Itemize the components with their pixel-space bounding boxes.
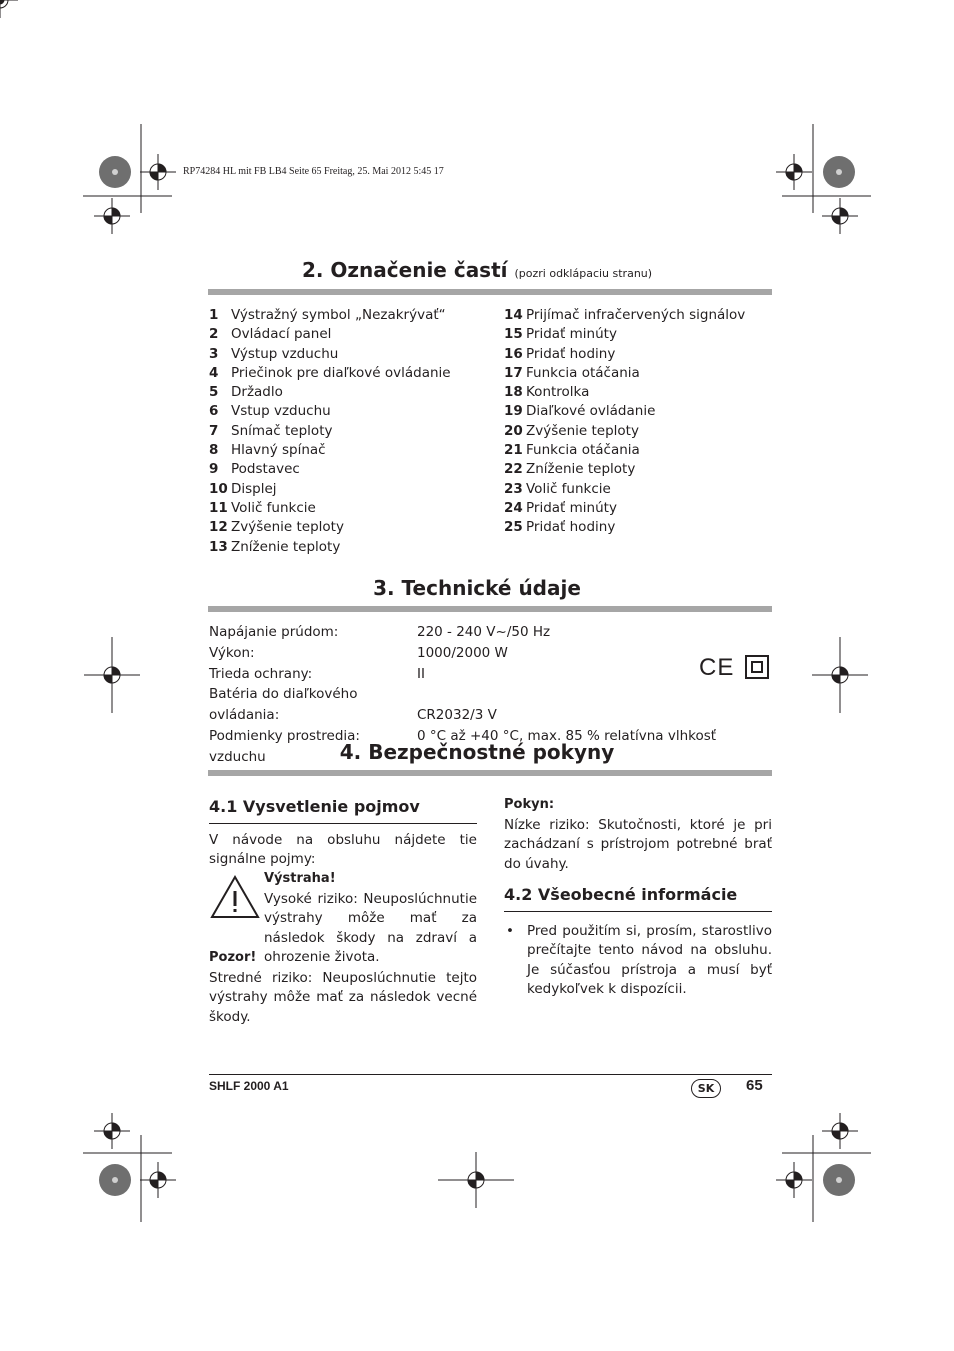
part-label: Displej: [231, 480, 277, 497]
part-label: Funkcia otáčania: [526, 364, 640, 381]
part-label: Držadlo: [231, 384, 283, 401]
subsection-rule: [209, 823, 477, 824]
part-item: [504, 499, 774, 518]
subsection-4-1-title: 4.1 Vysvetlenie pojmov: [209, 797, 420, 816]
section-title-parts: [0, 258, 954, 282]
part-item: [209, 480, 499, 499]
protection-class-ii-icon: [745, 655, 769, 679]
part-number: 24: [504, 499, 523, 516]
part-item: [209, 364, 499, 383]
part-item: [504, 518, 774, 537]
part-label: Pridať hodiny: [526, 345, 616, 362]
print-slug-line: RP74284 HL mit FB LB4 Seite 65 Freitag, 25. Mai 2012 5:45 17: [183, 166, 444, 177]
part-item: [209, 345, 499, 364]
warning-triangle-icon: [210, 874, 260, 920]
part-label: Ovládací panel: [231, 326, 332, 343]
tech-data-value: CR2032/3 V: [417, 707, 497, 724]
tech-data-value: II: [417, 665, 425, 682]
part-label: Výstražný symbol „Nezakrývať“: [231, 307, 446, 323]
part-item: [209, 538, 499, 557]
part-label: Zníženie teploty: [526, 461, 636, 478]
part-label: Vstup vzduchu: [231, 403, 331, 420]
part-label: Zvýšenie teploty: [231, 519, 344, 536]
footer-model: SHLF 2000 A1: [209, 1079, 289, 1093]
part-label: Volič funkcie: [526, 480, 611, 497]
part-label: Pridať minúty: [526, 326, 617, 343]
tech-data-row: [209, 684, 769, 726]
section-divider: [208, 606, 772, 612]
part-number: 4: [209, 364, 219, 381]
part-number: 16: [504, 345, 523, 362]
part-item: [209, 499, 499, 518]
bullet-marker: •: [506, 923, 514, 939]
part-label: Zvýšenie teploty: [526, 422, 639, 439]
part-label: Priečinok pre diaľkové ovládanie: [231, 364, 451, 381]
part-number: 17: [504, 364, 523, 381]
part-label: Pridať minúty: [526, 499, 617, 516]
tech-data-label: Podmienky prostredia:: [209, 727, 360, 744]
part-item: [504, 306, 774, 325]
tech-data-label: Batéria do diaľkového ovládania:: [209, 686, 358, 724]
part-item: [504, 480, 774, 499]
tech-data-label: Trieda ochrany:: [209, 665, 313, 682]
signal-terms-intro: V návode na obsluhu nájdete tie signálne pojmy:: [209, 832, 477, 868]
part-item: [209, 402, 499, 421]
tech-data-label: Napájanie prúdom:: [209, 624, 339, 640]
part-number: 7: [209, 422, 219, 439]
subsection-rule: [504, 911, 772, 912]
section3-title: 3. Technické údaje: [373, 576, 581, 600]
parts-list-left: [209, 306, 499, 557]
part-label: Volič funkcie: [231, 499, 316, 516]
part-number: 13: [209, 538, 228, 555]
section2-subtitle: (pozri odklápaciu stranu): [514, 267, 653, 280]
part-item: [504, 402, 774, 421]
part-number: 9: [209, 461, 219, 478]
part-item: [209, 306, 499, 325]
part-item: [504, 460, 774, 479]
part-label: Podstavec: [231, 461, 300, 478]
part-number: 20: [504, 422, 523, 439]
tech-data-row: [209, 664, 769, 685]
caution-text: Stredné riziko: Neuposlúchnutie tejto výstrahy môže mať za následok vecné škody.: [209, 970, 477, 1025]
part-item: [504, 441, 774, 460]
section-divider: [208, 289, 772, 295]
part-number: 8: [209, 442, 219, 459]
part-number: 23: [504, 480, 523, 497]
ce-protection-class-marks: [699, 654, 769, 682]
part-number: 14: [504, 307, 523, 323]
tech-data-value: 0 °C až +40 °C, max. 85 % relatívna vlhkosť vzduchu: [209, 727, 717, 765]
part-number: 10: [209, 480, 228, 497]
footer-rule: [209, 1074, 772, 1075]
part-item: [209, 460, 499, 479]
part-label: Kontrolka: [526, 384, 590, 401]
part-label: Zníženie teploty: [231, 538, 341, 555]
section4-title: 4. Bezpečnostné pokyny: [339, 740, 615, 764]
part-number: 21: [504, 442, 523, 459]
language-badge: SK: [691, 1079, 721, 1098]
tech-data-value: 1000/2000 W: [417, 644, 508, 661]
part-label: Funkcia otáčania: [526, 442, 640, 459]
part-number: 2: [209, 326, 219, 343]
section2-title: 2. Označenie častí: [301, 258, 508, 282]
caution-label: Pozor!: [209, 950, 257, 965]
parts-list-right: [504, 306, 774, 538]
part-number: 3: [209, 345, 219, 362]
part-number: 15: [504, 326, 523, 343]
part-item: [504, 345, 774, 364]
tech-data-row: [209, 643, 769, 664]
part-item: [504, 325, 774, 344]
page-number: 65: [746, 1077, 763, 1094]
part-item: [504, 383, 774, 402]
part-number: 18: [504, 384, 523, 401]
warning-text: Vysoké riziko: Neuposlúchnutie výstrahy môže mať za následok škody na zdraví a ohrozenie života.: [264, 891, 477, 965]
section-divider: [208, 770, 772, 776]
part-item: [209, 422, 499, 441]
part-number: 25: [504, 519, 523, 536]
general-info-text: Pred použitím si, prosím, starostlivo prečítajte tento návod na obsluhu. Je súčasťou prístroja a musí byť kedykoľvek k dispozícii.: [527, 923, 772, 997]
part-number: 22: [504, 461, 523, 478]
part-item: [209, 325, 499, 344]
part-number: 12: [209, 519, 228, 536]
part-number: 19: [504, 403, 523, 420]
part-number: 6: [209, 403, 219, 420]
warning-label: Výstraha!: [264, 871, 336, 886]
tech-data-label: Výkon:: [209, 644, 255, 661]
part-number: 11: [209, 499, 228, 516]
note-text: Nízke riziko: Skutočnosti, ktoré je pri zachádzaní s prístrojom potrebné brať do úvahy.: [504, 817, 772, 872]
part-item: [209, 518, 499, 537]
tech-data-row: [209, 622, 769, 643]
note-label: Pokyn:: [504, 797, 555, 812]
part-number: 1: [209, 307, 219, 323]
part-item: [504, 364, 774, 383]
ce-mark: CE: [699, 654, 735, 681]
subsection-4-2-title: 4.2 Všeobecné informácie: [504, 885, 738, 904]
part-label: Pridať hodiny: [526, 519, 616, 536]
part-number: 5: [209, 384, 219, 401]
part-label: Snímač teploty: [231, 422, 333, 439]
part-item: [504, 422, 774, 441]
part-item: [209, 383, 499, 402]
tech-data-value: 220 - 240 V~/50 Hz: [417, 624, 551, 640]
part-label: Výstup vzduchu: [231, 345, 339, 362]
part-label: Diaľkové ovládanie: [526, 403, 656, 420]
part-label: Hlavný spínač: [231, 442, 326, 459]
part-item: [209, 441, 499, 460]
part-label: Prijímač infračervených signálov: [526, 307, 746, 323]
